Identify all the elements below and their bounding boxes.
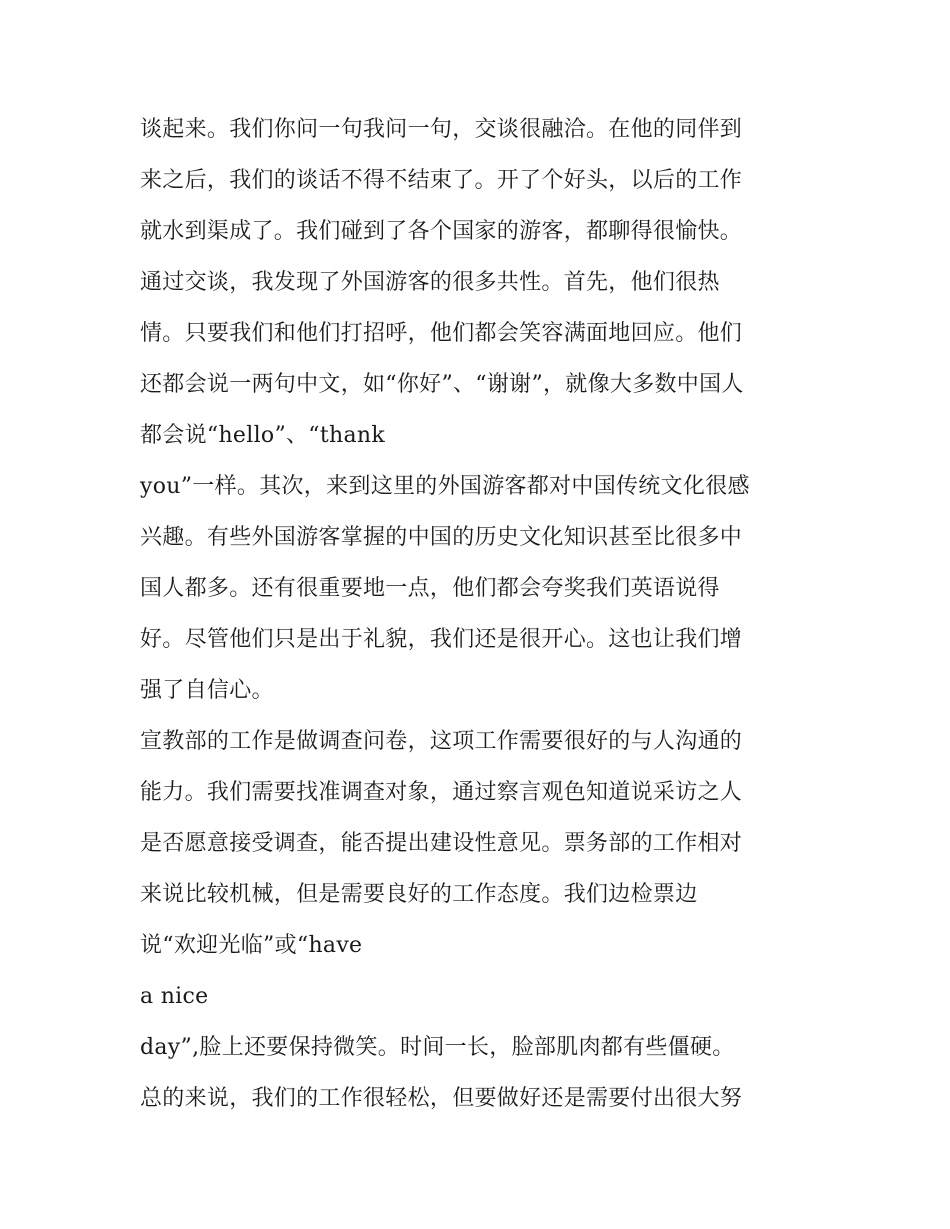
text-line: 就水到渠成了。我们碰到了各个国家的游客，都聊得很愉快。 xyxy=(140,219,743,244)
text-line: a nice xyxy=(140,984,209,1009)
text-line: 总的来说，我们的工作很轻松，但要做好还是需要付出很大努 xyxy=(140,1086,743,1111)
text-line: day”,脸上还要保持微笑。时间一长，脸部肌肉都有些僵硬。 xyxy=(140,1035,735,1060)
text-line: you”一样。其次，来到这里的外国游客都对中国传统文化很感 xyxy=(140,474,750,499)
text-line: 宣教部的工作是做调查问卷，这项工作需要很好的与人沟通的 xyxy=(140,729,743,754)
text-line: 通过交谈，我发现了外国游客的很多共性。首先，他们很热 xyxy=(140,270,720,295)
text-line: 情。只要我们和他们打招呼，他们都会笑容满面地回应。他们 xyxy=(140,321,743,346)
text-line: 来说比较机械，但是需要良好的工作态度。我们边检票边 xyxy=(140,882,698,907)
text-line: 国人都多。还有很重要地一点，他们都会夸奖我们英语说得 xyxy=(140,576,720,601)
text-line: 能力。我们需要找准调查对象，通过察言观色知道说采访之人 xyxy=(140,780,743,805)
text-line: 谈起来。我们你问一句我问一句，交谈很融洽。在他的同伴到 xyxy=(140,117,743,142)
text-line: 兴趣。有些外国游客掌握的中国的历史文化知识甚至比很多中 xyxy=(140,525,743,550)
text-line: 还都会说一两句中文，如“你好”、“谢谢”，就像大多数中国人 xyxy=(140,372,744,397)
text-line: 都会说“hello”、“thank xyxy=(140,423,385,448)
text-line: 是否愿意接受调查，能否提出建设性意见。票务部的工作相对 xyxy=(140,831,743,856)
text-line: 强了自信心。 xyxy=(140,678,274,703)
text-line: 好。尽管他们只是出于礼貌，我们还是很开心。这也让我们增 xyxy=(140,627,743,652)
text-line: 说“欢迎光临”或“have xyxy=(140,933,363,958)
body-text xyxy=(140,111,820,1131)
text-line: 来之后，我们的谈话不得不结束了。开了个好头，以后的工作 xyxy=(140,168,743,193)
